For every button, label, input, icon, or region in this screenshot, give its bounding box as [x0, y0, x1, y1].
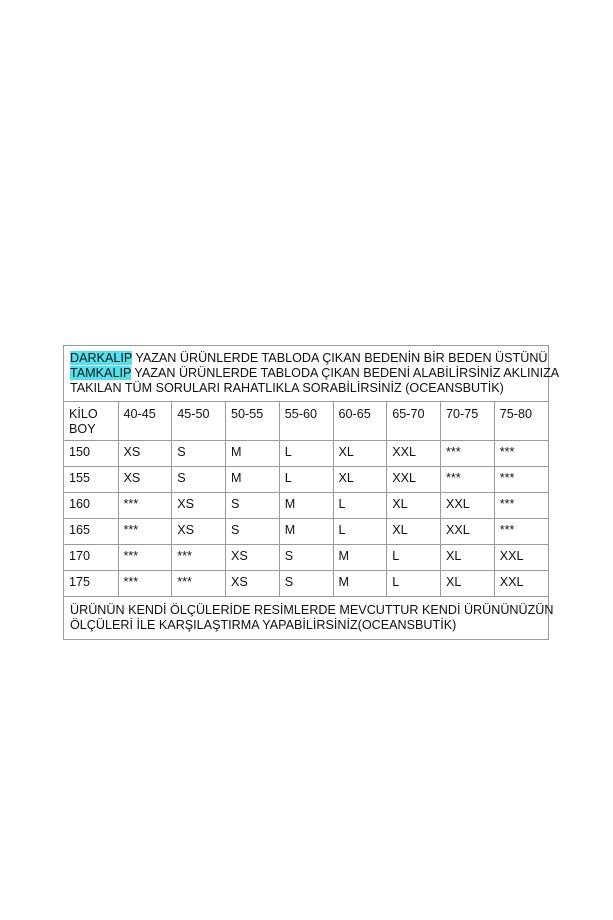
footer-line-2: ÖLÇÜLERİ İLE KARŞILAŞTIRMA YAPABİLİRSİNİZ(OCEANSBUTİK): [70, 618, 457, 632]
row-height-cell: 165: [64, 518, 118, 544]
size-cell: ***: [494, 492, 548, 518]
row-height-cell: 175: [64, 570, 118, 596]
size-cell: M: [333, 544, 387, 570]
size-cell: M: [226, 440, 280, 466]
note-line-1: [70, 351, 548, 366]
product-measurements-note: [64, 596, 554, 639]
size-cell: XL: [333, 466, 387, 492]
row-height-cell: 150: [64, 440, 118, 466]
height-label: BOY: [69, 422, 96, 436]
note-line-2-text: YAZAN ÜRÜNLERDE TABLODA ÇIKAN BEDENİ ALABİLİRSİNİZ AKLINIZA: [131, 366, 560, 380]
size-cell: ***: [494, 466, 548, 492]
column-header: 70-75: [441, 402, 495, 440]
size-cell: XL: [387, 518, 441, 544]
size-cell: ***: [494, 518, 548, 544]
column-header: 60-65: [333, 402, 387, 440]
table-row: [64, 570, 548, 596]
size-cell: L: [387, 544, 441, 570]
size-cell: ***: [441, 440, 495, 466]
size-cell: XL: [333, 440, 387, 466]
size-cell: XS: [226, 544, 280, 570]
size-cell: ***: [172, 570, 226, 596]
size-cell: S: [226, 492, 280, 518]
size-cell: ***: [118, 518, 172, 544]
size-cell: L: [279, 466, 333, 492]
size-cell: L: [387, 570, 441, 596]
footer-line-1: ÜRÜNÜN KENDİ ÖLÇÜLERİDE RESİMLERDE MEVCUTTUR KENDİ ÜRÜNÜNÜZÜN: [70, 603, 554, 617]
size-cell: M: [279, 518, 333, 544]
size-cell: L: [333, 492, 387, 518]
size-cell: XS: [226, 570, 280, 596]
size-cell: XXL: [441, 492, 495, 518]
table-row: [64, 440, 548, 466]
size-table: [64, 402, 548, 596]
size-cell: S: [279, 570, 333, 596]
size-cell: XS: [172, 492, 226, 518]
size-advice-note: [64, 346, 560, 402]
size-cell: S: [172, 466, 226, 492]
table-row: [64, 518, 548, 544]
tamkalip-highlight: TAMKALIP: [70, 366, 132, 380]
table-row: [64, 492, 548, 518]
table-row: [64, 544, 548, 570]
size-cell: ***: [118, 570, 172, 596]
size-cell: XXL: [387, 466, 441, 492]
size-cell: XL: [441, 570, 495, 596]
column-header: 75-80: [494, 402, 548, 440]
table-row: [64, 466, 548, 492]
size-cell: XXL: [494, 570, 548, 596]
corner-cell: [64, 402, 118, 440]
size-chart: [63, 345, 560, 640]
size-cell: XS: [118, 466, 172, 492]
column-header: 45-50: [172, 402, 226, 440]
note-line-1-text: YAZAN ÜRÜNLERDE TABLODA ÇIKAN BEDENİN BİR BEDEN ÜSTÜNÜ: [132, 351, 548, 365]
size-cell: M: [279, 492, 333, 518]
size-cell: S: [279, 544, 333, 570]
size-cell: S: [172, 440, 226, 466]
row-height-cell: 155: [64, 466, 118, 492]
column-header: 65-70: [387, 402, 441, 440]
note-line-3: TAKILAN TÜM SORULARI RAHATLIKLA SORABİLİRSİNİZ (OCEANSBUTİK): [70, 381, 504, 395]
size-cell: ***: [172, 544, 226, 570]
note-line-2: [70, 366, 560, 381]
size-cell: ***: [441, 466, 495, 492]
size-cell: M: [333, 570, 387, 596]
size-cell: XXL: [494, 544, 548, 570]
size-cell: ***: [118, 492, 172, 518]
size-cell: L: [333, 518, 387, 544]
size-cell: M: [226, 466, 280, 492]
table-header-row: [64, 402, 548, 440]
size-cell: S: [226, 518, 280, 544]
size-cell: L: [279, 440, 333, 466]
row-height-cell: 160: [64, 492, 118, 518]
size-cell: XL: [441, 544, 495, 570]
weight-label: KİLO: [69, 407, 98, 421]
size-cell: XXL: [441, 518, 495, 544]
column-header: 40-45: [118, 402, 172, 440]
size-cell: XL: [387, 492, 441, 518]
size-cell: XS: [118, 440, 172, 466]
column-header: 50-55: [226, 402, 280, 440]
darkalip-highlight: DARKALIP: [70, 351, 133, 365]
row-height-cell: 170: [64, 544, 118, 570]
size-cell: XXL: [387, 440, 441, 466]
size-cell: ***: [118, 544, 172, 570]
size-cell: ***: [494, 440, 548, 466]
size-cell: XS: [172, 518, 226, 544]
column-header: 55-60: [279, 402, 333, 440]
